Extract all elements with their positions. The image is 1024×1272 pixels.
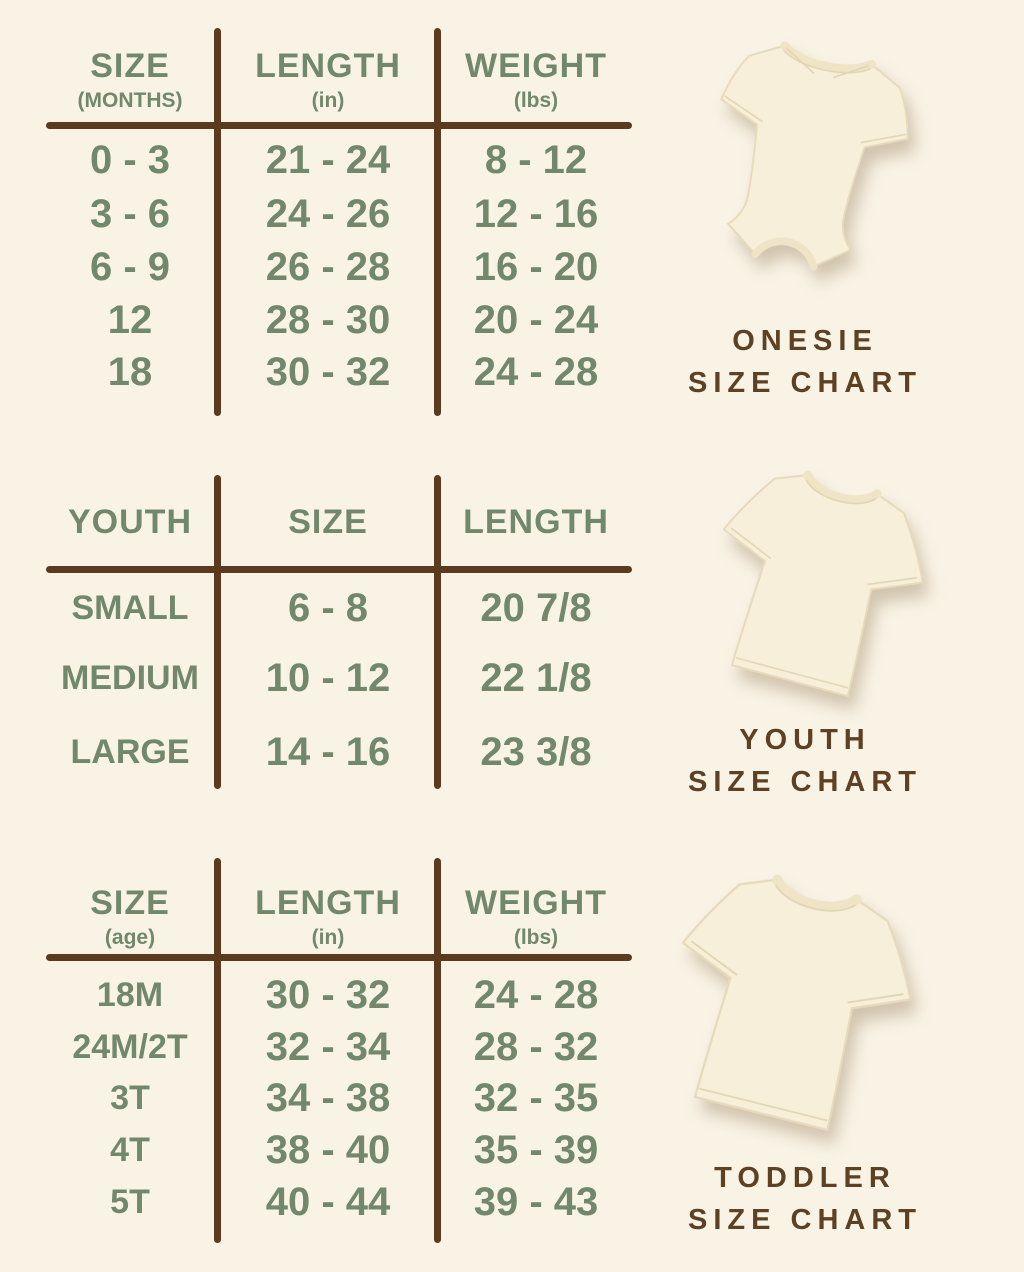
table-cell: 40 - 44	[265, 1180, 391, 1224]
table-cell: 24 - 28	[473, 350, 599, 394]
column-header-main: YOUTH	[68, 503, 192, 541]
column-header-sub: (MONTHS)	[77, 89, 183, 112]
table-cell: 38 - 40	[265, 1128, 391, 1172]
youth-tee-illustration	[662, 424, 969, 741]
label-line-2: SIZE CHART	[688, 367, 922, 399]
column-header-main: WEIGHT	[465, 884, 607, 922]
youth-chart-label	[645, 719, 965, 803]
column-header-main: WEIGHT	[465, 47, 607, 85]
label-line-1: TODDLER	[714, 1162, 896, 1194]
table-cell: 34 - 38	[265, 1076, 391, 1120]
table-cell: LARGE	[70, 733, 190, 771]
table-cell: 32 - 34	[265, 1025, 391, 1069]
table-cell: 12 - 16	[473, 192, 599, 236]
column-header-sub: (lbs)	[513, 926, 559, 949]
onesie-chart-label	[645, 320, 965, 404]
table-cell: 39 - 43	[473, 1180, 599, 1224]
table-cell: 5T	[110, 1183, 150, 1221]
table-cell: 10 - 12	[265, 656, 391, 700]
column-header-length	[426, 500, 646, 544]
table-cell: 20 - 24	[473, 298, 599, 342]
onesie-image	[670, 3, 938, 333]
table-cell: MEDIUM	[61, 659, 199, 697]
column-header-main: SIZE	[288, 503, 368, 541]
youth-tee-image	[662, 424, 969, 741]
label-line-1: ONESIE	[732, 325, 878, 357]
table-cell: 30 - 32	[265, 350, 391, 394]
table-grid-hline	[46, 566, 632, 573]
table-cell: 32 - 35	[473, 1076, 599, 1120]
label-line-2: SIZE CHART	[688, 1204, 922, 1236]
table-cell: SMALL	[71, 589, 189, 627]
table-cell: 28 - 32	[473, 1025, 599, 1069]
column-header-main: LENGTH	[255, 884, 401, 922]
table-cell: 21 - 24	[265, 138, 391, 182]
table-cell: 18M	[96, 976, 164, 1014]
table-cell: 23 3/8	[480, 730, 592, 774]
onesie-size-table	[0, 28, 640, 416]
table-cell: 0 - 3	[89, 138, 171, 182]
table-cell: 26 - 28	[265, 245, 391, 289]
table-cell: 12	[107, 298, 153, 342]
youth-size-table	[0, 475, 640, 789]
table-cell: 18	[107, 350, 153, 394]
label-line-2: SIZE CHART	[688, 766, 922, 798]
table-cell: 14 - 16	[265, 730, 391, 774]
column-header-main: SIZE	[90, 47, 170, 85]
column-header-length	[218, 44, 438, 114]
table-cell: 24 - 28	[473, 973, 599, 1017]
table-cell: 6 - 8	[287, 586, 369, 630]
table-cell: 8 - 12	[484, 138, 588, 182]
table-grid-hline	[46, 954, 632, 961]
column-header-main: LENGTH	[255, 47, 401, 85]
toddler-tee-illustration	[616, 822, 962, 1181]
table-cell: 6 - 9	[89, 245, 171, 289]
toddler-chart-label	[645, 1157, 965, 1241]
table-cell: 24 - 26	[265, 192, 391, 236]
table-cell: 30 - 32	[265, 973, 391, 1017]
column-header-length	[218, 881, 438, 951]
column-header-sub: (in)	[311, 89, 345, 112]
table-cell: 24M/2T	[72, 1028, 188, 1066]
table-cell: 16 - 20	[473, 245, 599, 289]
table-cell: 35 - 39	[473, 1128, 599, 1172]
column-header-main: SIZE	[90, 884, 170, 922]
column-header-size	[20, 881, 240, 951]
column-header-weight	[426, 44, 646, 114]
onesie-illustration	[670, 3, 938, 333]
table-cell: 4T	[110, 1131, 150, 1169]
table-cell: 22 1/8	[480, 656, 592, 700]
column-header-sub: (lbs)	[513, 89, 559, 112]
column-header-sub: (age)	[104, 926, 156, 949]
column-header-size	[218, 500, 438, 544]
table-cell: 3T	[110, 1079, 150, 1117]
table-cell: 20 7/8	[480, 586, 592, 630]
column-header-main: LENGTH	[463, 503, 609, 541]
column-header-weight	[426, 881, 646, 951]
table-cell: 3 - 6	[89, 192, 171, 236]
column-header-youth	[20, 500, 240, 544]
toddler-tee-image	[616, 822, 962, 1181]
column-header-size	[20, 44, 240, 114]
column-header-sub: (in)	[311, 926, 345, 949]
toddler-size-table	[0, 858, 640, 1243]
table-grid-hline	[46, 122, 632, 129]
label-line-1: YOUTH	[739, 724, 871, 756]
table-cell: 28 - 30	[265, 298, 391, 342]
